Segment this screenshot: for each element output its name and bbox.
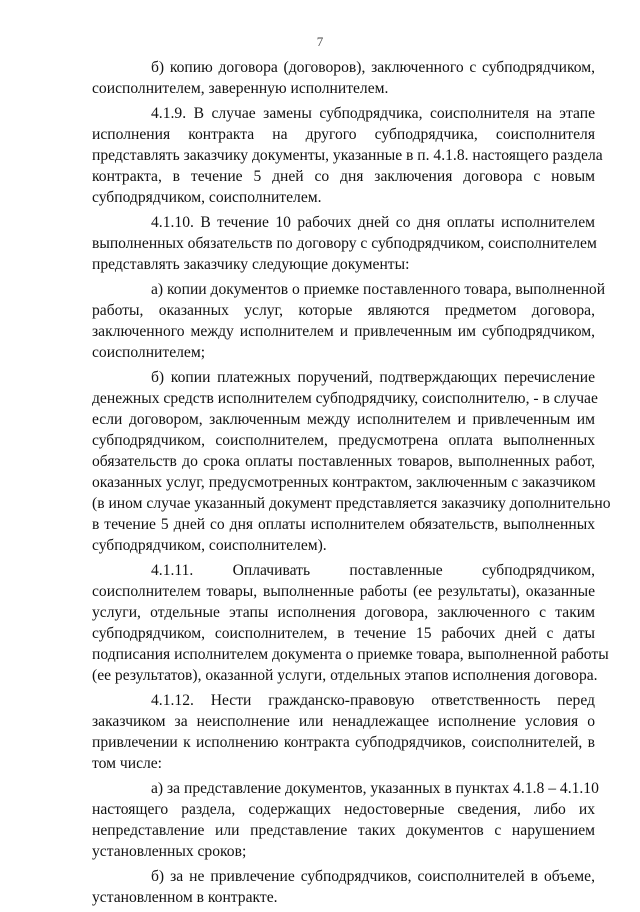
text-line: установленных сроков; — [92, 843, 247, 860]
text-line: представлять заказчику документы, указанные в п. 4.1.8. настоящего раздела — [92, 147, 603, 164]
text-line: 4.1.10. В течение 10 рабочих дней со дня оплаты исполнителем — [151, 214, 595, 231]
paragraph-4-1-9 — [92, 103, 603, 208]
page-number: 7 — [316, 34, 324, 49]
text-line: а) копии документов о приемке поставленного товара, выполненной — [151, 281, 606, 298]
text-line: субподрядчиком, соисполнителем). — [92, 537, 327, 554]
text-line: работы, оказанных услуг, которые являются предметом договора, — [92, 302, 595, 319]
text-line: б) за не привлечение субподрядчиков, соисполнителей в объеме, — [151, 868, 595, 885]
text-line: выполненных обязательств по договору с субподрядчиком, соисполнителем — [92, 235, 597, 252]
paragraph-4-1-12-a — [92, 778, 599, 862]
text-line: (ее результатов), оказанной услуги, отдельных этапов исполнения договора. — [92, 667, 598, 684]
text-line: оказанных услуг, предусмотренных контрактом, заключенным с заказчиком — [92, 474, 596, 491]
text-line: 4.1.12. Нести гражданско-правовую ответственность перед — [151, 692, 595, 709]
text-line: в течение 5 дней со дня оплаты исполнителем обязательств, выполненных — [92, 516, 595, 533]
text-line: непредставление или представление таких документов с нарушением — [92, 822, 595, 839]
text-line: заказчиком за неисполнение или ненадлежащее исполнение условия о — [92, 713, 595, 730]
text-line: соисполнителем, заверенную исполнителем. — [92, 80, 389, 97]
text-line: б) копию договора (договоров), заключенного с субподрядчиком, — [151, 59, 595, 76]
text-line: обязательств до срока оплаты поставленных товаров, выполненных работ, — [92, 453, 595, 470]
text-line: том числе: — [92, 755, 163, 772]
text-line: привлечении к исполнению контракта субподрядчиков, соисполнителей, в — [92, 734, 595, 751]
text-line: заключенного между исполнителем и привлеченным им субподрядчиком, — [92, 323, 595, 340]
text-line: (в ином случае указанный документ представляется заказчику дополнительно — [92, 495, 611, 512]
text-line: представлять заказчику следующие документы: — [92, 256, 410, 273]
paragraph-4-1-12-b — [92, 866, 595, 908]
document-body — [92, 57, 611, 912]
paragraph-4-1-11 — [92, 560, 609, 686]
text-line: контракта, в течение 5 дней со дня заключения договора с новым — [92, 168, 595, 185]
text-line: подписания исполнителем документа о приемке товара, выполненной работы — [92, 646, 609, 663]
text-line: услуги, отдельные этапы исполнения договора, заключенного с таким — [92, 604, 595, 621]
paragraph-4-1-10-a — [92, 279, 606, 363]
text-line: 4.1.11. Оплачивать поставленные субподрядчиком, — [151, 562, 595, 579]
text-line: субподрядчиком, соисполнителем, предусмотрена оплата выполненных — [92, 432, 595, 449]
text-line: б) копии платежных поручений, подтверждающих перечисление — [151, 369, 595, 386]
paragraph-4-1-10 — [92, 212, 595, 275]
text-line: соисполнителем; — [92, 344, 206, 361]
paragraph-4-1-12 — [92, 690, 595, 774]
text-line: субподрядчиком, соисполнителем. — [92, 189, 322, 206]
text-line: 4.1.9. В случае замены субподрядчика, соисполнителя на этапе — [151, 105, 595, 122]
paragraph-4-1-10-b — [92, 367, 611, 556]
paragraph-1b-contract-copy — [92, 57, 595, 99]
text-line: соисполнителем товары, выполненные работы (ее результаты), оказанные — [92, 583, 595, 600]
text-line: субподрядчиком, соисполнителем, в течение 15 рабочих дней с даты — [92, 625, 595, 642]
text-line: установленном в контракте. — [92, 889, 278, 906]
text-line: исполнения контракта на другого субподрядчика, соисполнителя — [92, 126, 595, 143]
text-line: настоящего раздела, содержащих недостоверные сведения, либо их — [92, 801, 595, 818]
text-line: денежных средств исполнителем субподрядчику, соисполнителю, - в случае — [92, 390, 598, 407]
text-line: если договором, заключенным между исполнителем и привлеченным им — [92, 411, 595, 428]
text-line: а) за представление документов, указанных в пунктах 4.1.8 – 4.1.10 — [151, 780, 599, 797]
